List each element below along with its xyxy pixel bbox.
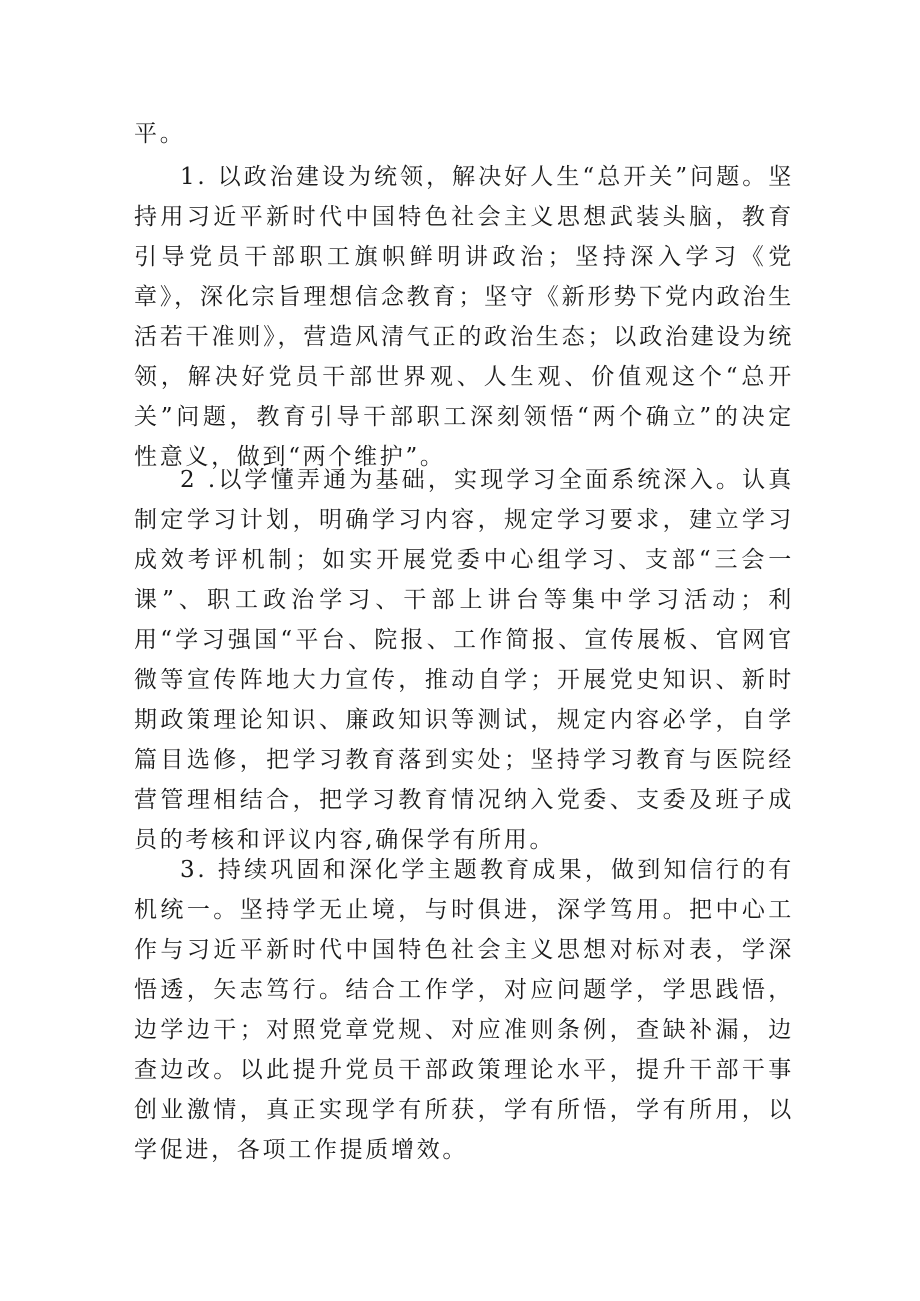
paragraph-item-1: 1. 以政治建设为统领，解决好人生“总开关”问题。坚持用习近平新时代中国特色社会主义思想武装头脑，教育引导党员干部职工旗帜鲜明讲政治；坚持深入学习《党章》，深化宗旨理想信念教育；坚守《新形势下党内政治生活若干准则》，营造风清气正的政治生态；以政治建设为统领，解决好党员干部世界观、人生观、价值观这个“总开关”问题，教育引导干部职工深刻领悟“两个确立”的决定性意义，做到“两个维护”。 [134, 164, 794, 470]
paragraph-item-3: 3. 持续巩固和深化学主题教育成果，做到知信行的有机统一。坚持学无止境，与时俱进，深学笃用。把中心工作与习近平新时代中国特色社会主义思想对标对表，学深悟透，矢志笃行。结合工作学，对应问题学，学思践悟，边学边干；对照党章党规、对应准则条例，查缺补漏，边查边改。以此提升党员干部政策理论水平，提升干部干事创业激情，真正实现学有所获，学有所悟，学有所用，以学促进，各项工作提质增效。 [134, 857, 794, 1163]
continuation-paragraph: 平。 [134, 121, 186, 147]
paragraph-item-2: 2 .以学懂弄通为基础，实现学习全面系统深入。认真制定学习计划，明确学习内容，规定学习要求，建立学习成效考评机制；如实开展党委中心组学习、支部“三会一课”、职工政治学习、干部上讲台等集中学习活动；利用“学习强国“平台、院报、工作简报、宣传展板、官网官微等宣传阵地大力宣传，推动自学；开展党史知识、新时期政策理论知识、廉政知识等测试，规定内容必学，自学篇目选修，把学习教育落到实处；坚持学习教育与医院经营管理相结合，把学习教育情况纳入党委、支委及班子成员的考核和评议内容,确保学有所用。 [134, 467, 794, 853]
